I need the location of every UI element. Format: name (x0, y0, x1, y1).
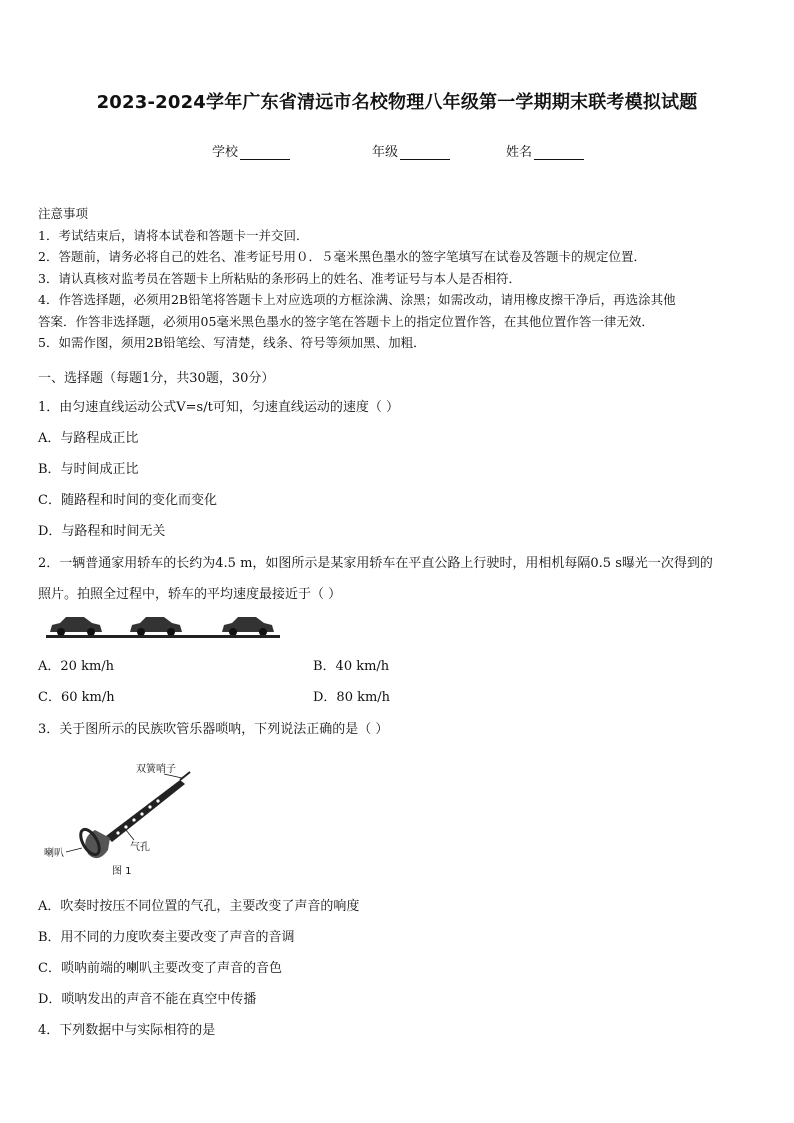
q2-option-a[interactable]: A．20 km/h (38, 659, 115, 674)
question-2-stem-line2: 照片。拍照全过程中，轿车的平均速度最接近于（ ） (38, 587, 342, 602)
q2-option-c[interactable]: C．60 km/h (38, 690, 115, 705)
note-item: 2．答题前，请务必将自己的姓名、准考证号用０．５毫米黑色墨水的签字笔填写在试卷及答题卡的规定位置． (38, 249, 646, 264)
school-field: 学校 (212, 141, 290, 160)
q1-option-b[interactable]: B．与时间成正比 (38, 462, 139, 477)
q2-option-d[interactable]: D．80 km/h (313, 690, 391, 705)
notes-heading: 注意事项 (38, 206, 89, 221)
notes-block (38, 203, 768, 354)
q2-option-b[interactable]: B．40 km/h (313, 659, 390, 674)
note-item: 1．考试结束后，请将本试卷和答题卡一并交回． (38, 227, 309, 243)
q1-option-a[interactable]: A．与路程成正比 (38, 431, 139, 446)
q3-option-b[interactable]: B．用不同的力度吹奏主要改变了声音的音调 (38, 930, 295, 945)
name-blank[interactable] (534, 145, 584, 160)
grade-field: 年级 (372, 141, 450, 160)
q3-option-c[interactable]: C．唢呐前端的喇叭主要改变了声音的音色 (38, 961, 282, 976)
road-line (46, 635, 280, 638)
question-4-stem: 4．下列数据中与实际相符的是 (38, 1023, 216, 1038)
note-item: 答案．作答非选择题，必须用05毫米黑色墨水的签字笔在答题卡上的指定位置作答，在其他位置作答一律无效． (38, 313, 654, 329)
reed-label: 双簧哨子 (136, 764, 176, 775)
question-2-stem-line1: 2．一辆普通家用轿车的长约为4.5 m，如图所示是某家用轿车在平直公路上行驶时，用相机每隔0.5 s曝光一次得到的 (38, 556, 713, 571)
question-3-stem: 3．关于图所示的民族吹管乐器唢呐，下列说法正确的是（ ） (38, 722, 389, 737)
q1-option-c[interactable]: C．随路程和时间的变化而变化 (38, 493, 217, 508)
car-icon (222, 617, 274, 636)
grade-blank[interactable] (400, 145, 450, 160)
q3-option-a[interactable]: A．吹奏时按压不同位置的气孔，主要改变了声音的响度 (38, 899, 360, 914)
school-blank[interactable] (240, 145, 290, 160)
suona-figure (40, 758, 200, 882)
hole-label: 气孔 (130, 842, 150, 853)
student-info-row (0, 141, 794, 161)
note-item: 3．请认真核对监考员在答题卡上所粘贴的条形码上的姓名、准考证号与本人是否相符． (38, 270, 521, 286)
note-item: 5．如需作图，须用2B铅笔绘、写清楚，线条、符号等须加黑、加粗． (38, 335, 426, 350)
car-photo-figure (46, 610, 282, 640)
note-item: 4．作答选择题，必须用2B铅笔将答题卡上对应选项的方框涂满、涂黑；如需改动，请用橡皮擦干净后，再选涂其他 (38, 292, 676, 307)
name-field: 姓名 (506, 141, 584, 160)
question-1-stem: 1．由匀速直线运动公式V=s/t可知，匀速直线运动的速度（ ） (38, 400, 399, 415)
q1-option-d[interactable]: D．与路程和时间无关 (38, 524, 166, 539)
q3-option-d[interactable]: D．唢呐发出的声音不能在真空中传播 (38, 992, 257, 1007)
car-icon (50, 617, 102, 636)
horn-label: 喇叭 (44, 848, 64, 859)
section-heading: 一、选择题（每题1分，共30题，30分） (38, 371, 275, 386)
car-icon (130, 617, 182, 636)
exam-title: 2023-2024学年广东省清远市名校物理八年级第一学期期末联考模拟试题 (96, 92, 698, 113)
figure-caption: 图 1 (112, 866, 132, 877)
